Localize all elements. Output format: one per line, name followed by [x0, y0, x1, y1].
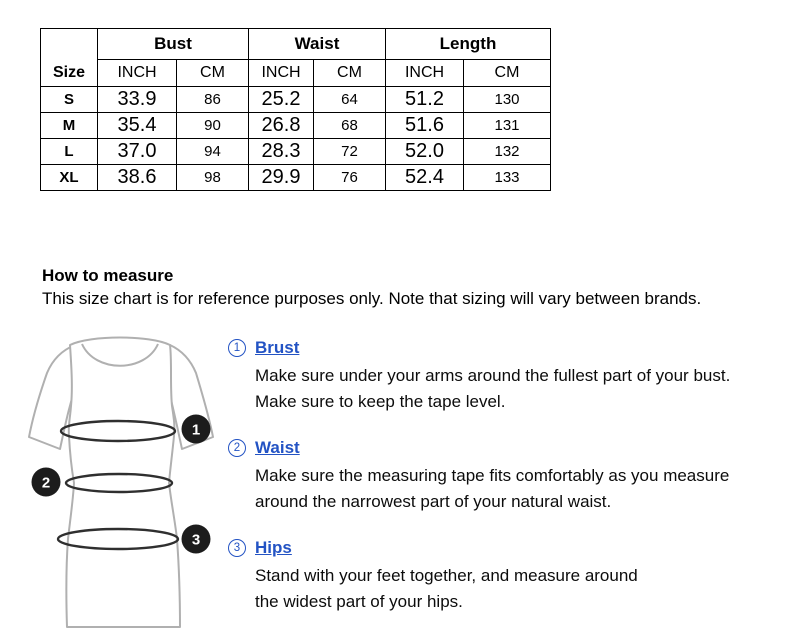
- step-3-line-2: the widest part of your hips.: [255, 592, 463, 611]
- length-inch-cell: 52.0: [386, 139, 464, 165]
- waist-cm-cell: 72: [314, 139, 386, 165]
- svg-text:1: 1: [191, 421, 201, 439]
- length-inch-header: INCH: [386, 60, 464, 87]
- length-cm-cell: 131: [464, 113, 551, 139]
- svg-text:3: 3: [191, 531, 201, 549]
- hips-link[interactable]: Hips: [255, 538, 292, 557]
- how-to-measure-subtitle: This size chart is for reference purposes only. Note that sizing will vary between brands.: [42, 289, 702, 308]
- measure-step-hips: [228, 538, 776, 615]
- step-1-line-2: Make sure to keep the tape level.: [255, 392, 506, 411]
- size-cell: XL: [41, 165, 98, 191]
- step-2-line-1: Make sure the measuring tape fits comfortably as you measure: [255, 466, 730, 485]
- step-2-line-2: around the narrowest part of your natural waist.: [255, 492, 612, 511]
- step-3-line-1: Stand with your feet together, and measure around: [255, 566, 638, 585]
- bust-link[interactable]: Brust: [255, 338, 300, 357]
- length-inch-cell: 52.4: [386, 165, 464, 191]
- size-cell: M: [41, 113, 98, 139]
- waist-inch-cell: 28.3: [249, 139, 314, 165]
- bust-cm-cell: 90: [177, 113, 249, 139]
- waist-inch-cell: 26.8: [249, 113, 314, 139]
- table-row-m: [41, 113, 551, 139]
- measure-step-waist: [228, 438, 776, 515]
- table-row-xl: [41, 165, 551, 191]
- measure-steps: [228, 338, 776, 634]
- svg-text:2: 2: [41, 474, 51, 492]
- table-row-l: [41, 139, 551, 165]
- waist-group-header: Waist: [249, 29, 386, 60]
- measure-step-bust: [228, 338, 776, 415]
- size-cell: S: [41, 87, 98, 113]
- bust-cm-cell: 94: [177, 139, 249, 165]
- bust-inch-cell: 35.4: [98, 113, 177, 139]
- waist-link[interactable]: Waist: [255, 438, 300, 457]
- waist-cm-cell: 64: [314, 87, 386, 113]
- dress-body-outline: [66, 338, 180, 628]
- length-cm-cell: 132: [464, 139, 551, 165]
- waist-inch-cell: 29.9: [249, 165, 314, 191]
- size-chart-table: [40, 28, 551, 191]
- waist-cm-cell: 68: [314, 113, 386, 139]
- measure-point-1-badge: [182, 415, 211, 444]
- bust-cm-cell: 86: [177, 87, 249, 113]
- step-3-circled-number: 3: [228, 539, 246, 557]
- bust-inch-cell: 37.0: [98, 139, 177, 165]
- step-1-circled-number: 1: [228, 339, 246, 357]
- length-inch-cell: 51.6: [386, 113, 464, 139]
- bust-cm-cell: 98: [177, 165, 249, 191]
- length-cm-cell: 133: [464, 165, 551, 191]
- step-1-line-1: Make sure under your arms around the fullest part of your bust.: [255, 366, 731, 385]
- table-row-s: [41, 87, 551, 113]
- bust-inch-header: INCH: [98, 60, 177, 87]
- dress-illustration: [20, 330, 225, 632]
- bust-cm-header: CM: [177, 60, 249, 87]
- waist-inch-header: INCH: [249, 60, 314, 87]
- bust-inch-cell: 33.9: [98, 87, 177, 113]
- measure-point-2-badge: [32, 468, 61, 497]
- length-inch-cell: 51.2: [386, 87, 464, 113]
- bust-inch-cell: 38.6: [98, 165, 177, 191]
- waist-cm-header: CM: [314, 60, 386, 87]
- size-column-header: Size: [41, 29, 98, 87]
- how-to-measure-title: How to measure: [42, 266, 174, 285]
- length-cm-header: CM: [464, 60, 551, 87]
- length-cm-cell: 130: [464, 87, 551, 113]
- waist-cm-cell: 76: [314, 165, 386, 191]
- measure-point-3-badge: [182, 525, 211, 554]
- waist-inch-cell: 25.2: [249, 87, 314, 113]
- size-cell: L: [41, 139, 98, 165]
- length-group-header: Length: [386, 29, 551, 60]
- step-2-circled-number: 2: [228, 439, 246, 457]
- bust-group-header: Bust: [98, 29, 249, 60]
